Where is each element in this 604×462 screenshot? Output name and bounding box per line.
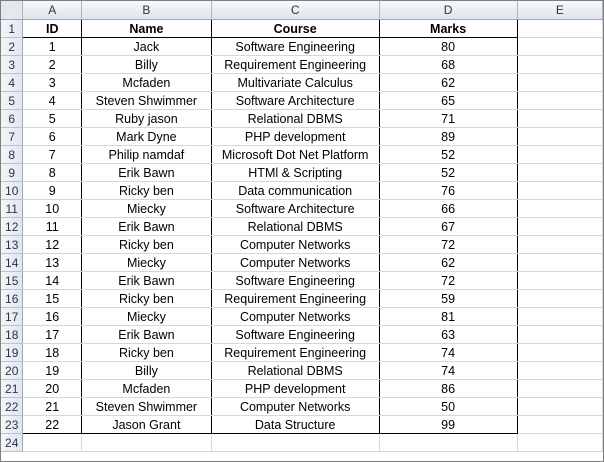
cell-course[interactable]: Data communication [211,182,379,200]
cell-course[interactable]: Requirement Engineering [211,344,379,362]
cell-name[interactable]: Billy [82,56,212,74]
column-header-c[interactable]: C [211,1,379,20]
cell-name[interactable]: Steven Shwimmer [82,398,212,416]
empty-cell[interactable] [517,344,602,362]
cell-marks[interactable]: 71 [379,110,517,128]
table-row [1,218,603,236]
table-row [1,362,603,380]
table-row [1,92,603,110]
cell-course[interactable]: Software Engineering [211,326,379,344]
cell-id[interactable]: 14 [23,272,82,290]
empty-cell[interactable] [517,290,602,308]
empty-cell[interactable] [517,74,602,92]
empty-cell[interactable] [517,200,602,218]
cell-id[interactable]: 4 [23,92,82,110]
cell-marks[interactable]: 67 [379,218,517,236]
cell-marks[interactable]: 86 [379,380,517,398]
empty-cell[interactable] [517,146,602,164]
cell-marks[interactable]: 52 [379,146,517,164]
row-number[interactable]: 16 [1,290,23,308]
row-number[interactable]: 2 [1,38,23,56]
empty-cell[interactable] [517,218,602,236]
worksheet-table [1,1,603,452]
cell-id[interactable]: 10 [23,200,82,218]
cell-marks[interactable]: 89 [379,128,517,146]
table-row [1,380,603,398]
row-number[interactable]: 3 [1,56,23,74]
cell-marks[interactable]: 50 [379,398,517,416]
empty-cell[interactable] [517,380,602,398]
column-header-row [1,1,603,20]
cell-name[interactable]: Ricky ben [82,290,212,308]
table-row [1,326,603,344]
empty-cell[interactable] [517,416,602,434]
cell-id[interactable]: 11 [23,218,82,236]
header-cell-name[interactable]: Name [82,20,212,38]
cell-course[interactable]: HTMl & Scripting [211,164,379,182]
empty-cell[interactable] [517,254,602,272]
cell-name[interactable]: Erik Bawn [82,218,212,236]
column-header-d[interactable]: D [379,1,517,20]
cell-course[interactable]: Relational DBMS [211,362,379,380]
empty-cell[interactable] [517,236,602,254]
cell-course[interactable]: Microsoft Dot Net Platform [211,146,379,164]
cell-course[interactable]: PHP development [211,380,379,398]
cell-course[interactable]: Relational DBMS [211,110,379,128]
cell-course[interactable]: Software Architecture [211,92,379,110]
row-number[interactable]: 6 [1,110,23,128]
cell-name[interactable]: Miecky [82,308,212,326]
table-row [1,398,603,416]
cell-course[interactable]: Data Structure [211,416,379,434]
cell-name[interactable]: Mcfaden [82,74,212,92]
cell-course[interactable]: Computer Networks [211,254,379,272]
cell-marks[interactable]: 62 [379,254,517,272]
cell-id[interactable]: 2 [23,56,82,74]
row-number[interactable]: 17 [1,308,23,326]
cell-marks[interactable]: 81 [379,308,517,326]
cell-id[interactable]: 3 [23,74,82,92]
column-header-b[interactable]: B [82,1,212,20]
cell-name[interactable]: Ricky ben [82,182,212,200]
empty-cell[interactable] [517,434,602,452]
table-row [1,254,603,272]
cell-id[interactable]: 16 [23,308,82,326]
empty-cell[interactable] [517,326,602,344]
header-data-row [1,20,603,38]
row-number[interactable]: 19 [1,344,23,362]
select-all-corner[interactable] [1,1,23,20]
table-row [1,164,603,182]
cell-marks[interactable]: 59 [379,290,517,308]
cell-id[interactable]: 8 [23,164,82,182]
cell-id[interactable]: 22 [23,416,82,434]
cell-name[interactable]: Ricky ben [82,236,212,254]
header-cell-marks[interactable]: Marks [379,20,517,38]
empty-cell[interactable] [379,434,517,452]
header-cell-course[interactable]: Course [211,20,379,38]
cell-marks[interactable]: 72 [379,236,517,254]
table-row [1,128,603,146]
table-row [1,200,603,218]
cell-id[interactable]: 1 [23,38,82,56]
cell-id[interactable]: 12 [23,236,82,254]
cell-course[interactable]: Requirement Engineering [211,290,379,308]
table-row [1,74,603,92]
cell-marks[interactable]: 62 [379,74,517,92]
cell-id[interactable]: 9 [23,182,82,200]
cell-course[interactable]: Software Engineering [211,38,379,56]
empty-cell[interactable] [517,38,602,56]
cell-name[interactable]: Philip namdaf [82,146,212,164]
cell-marks[interactable]: 65 [379,92,517,110]
row-number[interactable]: 4 [1,74,23,92]
cell-course[interactable]: Relational DBMS [211,218,379,236]
cell-course[interactable]: Computer Networks [211,398,379,416]
table-row [1,308,603,326]
cell-course[interactable]: Software Architecture [211,200,379,218]
row-number[interactable]: 15 [1,272,23,290]
cell-course[interactable]: Computer Networks [211,308,379,326]
empty-cell[interactable] [517,92,602,110]
row-number[interactable]: 22 [1,398,23,416]
cell-name[interactable]: Erik Bawn [82,326,212,344]
row-number[interactable]: 24 [1,434,23,452]
row-number[interactable]: 18 [1,326,23,344]
row-number[interactable]: 21 [1,380,23,398]
table-row [1,416,603,434]
row-number[interactable]: 7 [1,128,23,146]
cell-id[interactable]: 18 [23,344,82,362]
row-number[interactable]: 5 [1,92,23,110]
cell-marks[interactable]: 74 [379,344,517,362]
cell-id[interactable]: 19 [23,362,82,380]
table-row [1,236,603,254]
cell-name[interactable]: Erik Bawn [82,272,212,290]
row-number[interactable]: 20 [1,362,23,380]
cell-marks[interactable]: 80 [379,38,517,56]
cell-marks[interactable]: 74 [379,362,517,380]
cell-name[interactable]: Jason Grant [82,416,212,434]
cell-name[interactable]: Mcfaden [82,380,212,398]
cell-marks[interactable]: 76 [379,182,517,200]
cell-marks[interactable]: 99 [379,416,517,434]
table-row [1,290,603,308]
row-number[interactable]: 11 [1,200,23,218]
empty-cell[interactable] [211,434,379,452]
row-number[interactable]: 23 [1,416,23,434]
cell-marks[interactable]: 63 [379,326,517,344]
table-row [1,434,603,452]
cell-id[interactable]: 21 [23,398,82,416]
table-row [1,146,603,164]
cell-name[interactable]: Ruby jason [82,110,212,128]
table-row [1,182,603,200]
empty-cell[interactable] [517,110,602,128]
cell-course[interactable]: Software Engineering [211,272,379,290]
cell-name[interactable]: Miecky [82,200,212,218]
header-cell-id[interactable]: ID [23,20,82,38]
empty-cell[interactable] [517,398,602,416]
cell-id[interactable]: 5 [23,110,82,128]
cell-course[interactable]: PHP development [211,128,379,146]
row-number[interactable]: 10 [1,182,23,200]
empty-cell[interactable] [82,434,212,452]
cell-marks[interactable]: 66 [379,200,517,218]
cell-id[interactable]: 17 [23,326,82,344]
row-number[interactable]: 9 [1,164,23,182]
empty-cell[interactable] [517,56,602,74]
cell-name[interactable]: Miecky [82,254,212,272]
empty-cell[interactable] [517,164,602,182]
table-row [1,344,603,362]
table-row [1,38,603,56]
cell-name[interactable]: Erik Bawn [82,164,212,182]
cell-id[interactable]: 7 [23,146,82,164]
cell-name[interactable]: Steven Shwimmer [82,92,212,110]
empty-cell[interactable] [517,128,602,146]
cell-name[interactable]: Billy [82,362,212,380]
cell-name[interactable]: Ricky ben [82,344,212,362]
cell-course[interactable]: Computer Networks [211,236,379,254]
column-header-a[interactable]: A [23,1,82,20]
empty-cell[interactable] [23,434,82,452]
column-header-e[interactable]: E [517,1,602,20]
cell-course[interactable]: Requirement Engineering [211,56,379,74]
cell-marks[interactable]: 72 [379,272,517,290]
empty-cell[interactable] [517,308,602,326]
row-number[interactable]: 1 [1,20,23,38]
cell-id[interactable]: 15 [23,290,82,308]
table-row [1,110,603,128]
cell-name[interactable]: Jack [82,38,212,56]
row-number[interactable]: 8 [1,146,23,164]
empty-cell[interactable] [517,272,602,290]
row-number[interactable]: 12 [1,218,23,236]
cell-id[interactable]: 13 [23,254,82,272]
cell-name[interactable]: Mark Dyne [82,128,212,146]
row-number[interactable]: 13 [1,236,23,254]
cell-marks[interactable]: 68 [379,56,517,74]
empty-cell[interactable] [517,20,602,38]
cell-marks[interactable]: 52 [379,164,517,182]
table-row [1,56,603,74]
cell-id[interactable]: 20 [23,380,82,398]
cell-course[interactable]: Multivariate Calculus [211,74,379,92]
table-row [1,272,603,290]
cell-id[interactable]: 6 [23,128,82,146]
empty-cell[interactable] [517,182,602,200]
empty-cell[interactable] [517,362,602,380]
row-number[interactable]: 14 [1,254,23,272]
